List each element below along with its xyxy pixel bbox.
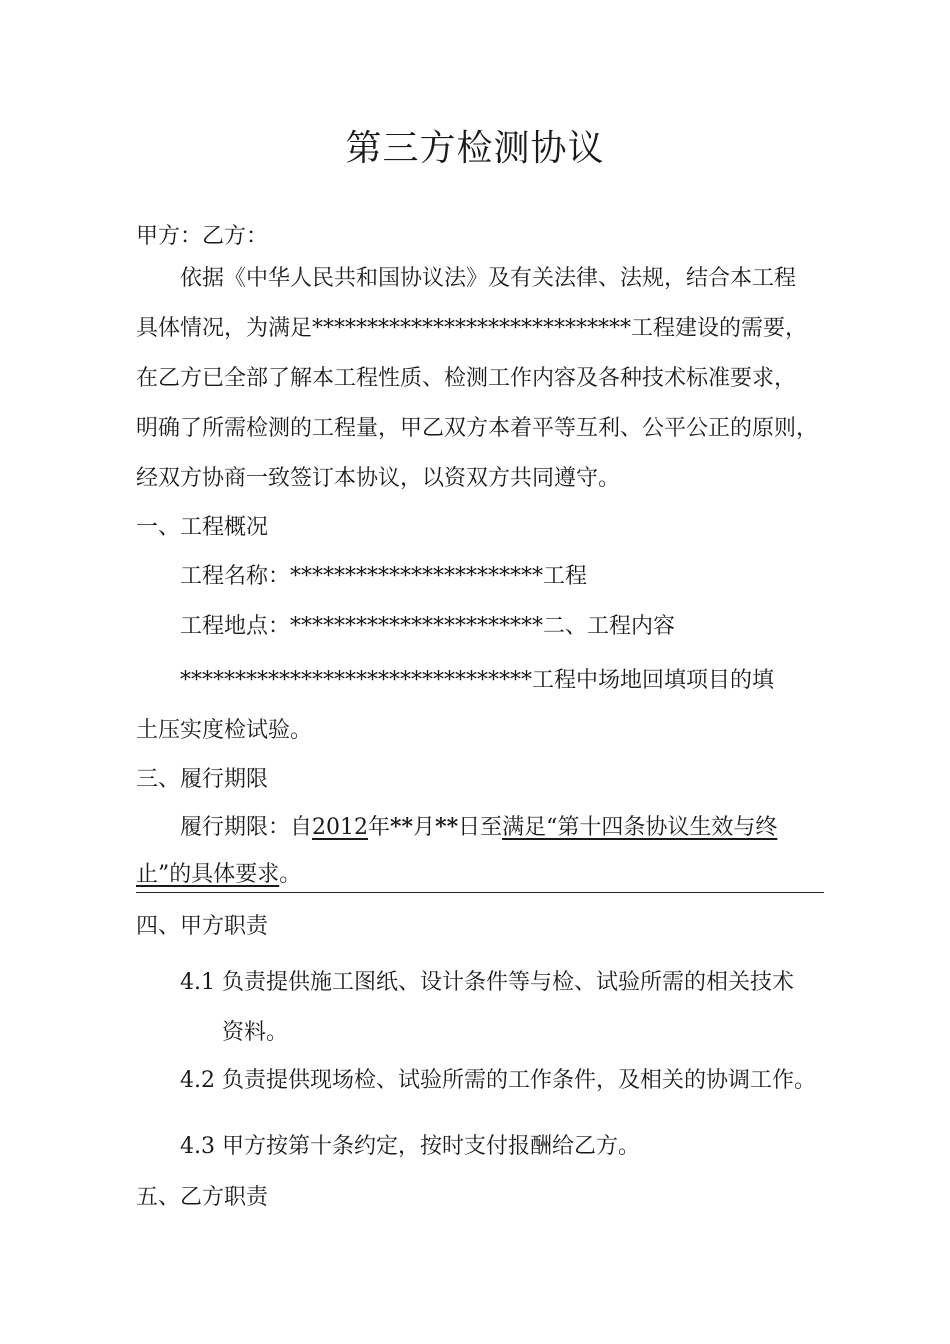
parties-line: 甲方：乙方： bbox=[136, 224, 269, 249]
project-name-line: 工程名称：***********************工程 bbox=[180, 564, 588, 589]
term-year-unit: 年 bbox=[368, 815, 391, 840]
section4-heading: 四、甲方职责 bbox=[136, 914, 269, 939]
preamble-line-5: 经双方协商一致签订本协议，以资双方共同遵守。 bbox=[136, 466, 621, 491]
duty-4-1-line-2: 资料。 bbox=[222, 1020, 289, 1045]
term-line-1 bbox=[180, 812, 777, 843]
term-month-unit: 月 bbox=[413, 815, 436, 840]
preamble-line-1: 依据《中华人民共和国协议法》及有关法律、法规，结合本工程 bbox=[180, 266, 797, 291]
document-title: 第三方检测协议 bbox=[345, 128, 605, 169]
duty-4-1-line-1: 4.1 负责提供施工图纸、设计条件等与检、试验所需的相关技术 bbox=[180, 970, 794, 995]
term-until-1: 满足“第十四条协议生效与终 bbox=[502, 815, 778, 840]
duty-4-2: 4.2 负责提供现场检、试验所需的工作条件，及相关的协调工作。 bbox=[180, 1068, 816, 1093]
term-end: 。 bbox=[279, 862, 302, 887]
term-until-2: 止”的具体要求 bbox=[136, 862, 280, 887]
section1-heading: 一、工程概况 bbox=[136, 515, 269, 540]
term-day: ** bbox=[435, 814, 459, 840]
preamble-line-3: 在乙方已全部了解本工程性质、检测工作内容及各种技术标准要求， bbox=[136, 366, 797, 391]
preamble-line-4: 明确了所需检测的工程量，甲乙双方本着平等互利、公平公正的原则， bbox=[136, 416, 819, 441]
duty-4-3: 4.3 甲方按第十条约定，按时支付报酬给乙方。 bbox=[180, 1134, 640, 1159]
term-line-2 bbox=[136, 860, 301, 890]
term-day-unit: 日至 bbox=[458, 815, 503, 840]
term-month: ** bbox=[390, 814, 414, 840]
term-prefix: 履行期限：自 bbox=[180, 815, 313, 840]
section5-heading: 五、乙方职责 bbox=[136, 1185, 269, 1210]
section2-line-1: ********************************工程中场地回填项目的填 bbox=[180, 668, 775, 693]
project-location-line: 工程地点：***********************二、工程内容 bbox=[180, 614, 676, 639]
section3-heading: 三、履行期限 bbox=[136, 767, 269, 792]
term-year: 2012 bbox=[312, 815, 369, 840]
horizontal-rule bbox=[136, 892, 824, 893]
section2-line-2: 土压实度检试验。 bbox=[136, 718, 313, 743]
preamble-line-2: 具体情况，为满足*****************************工程建设的需要， bbox=[136, 316, 808, 341]
